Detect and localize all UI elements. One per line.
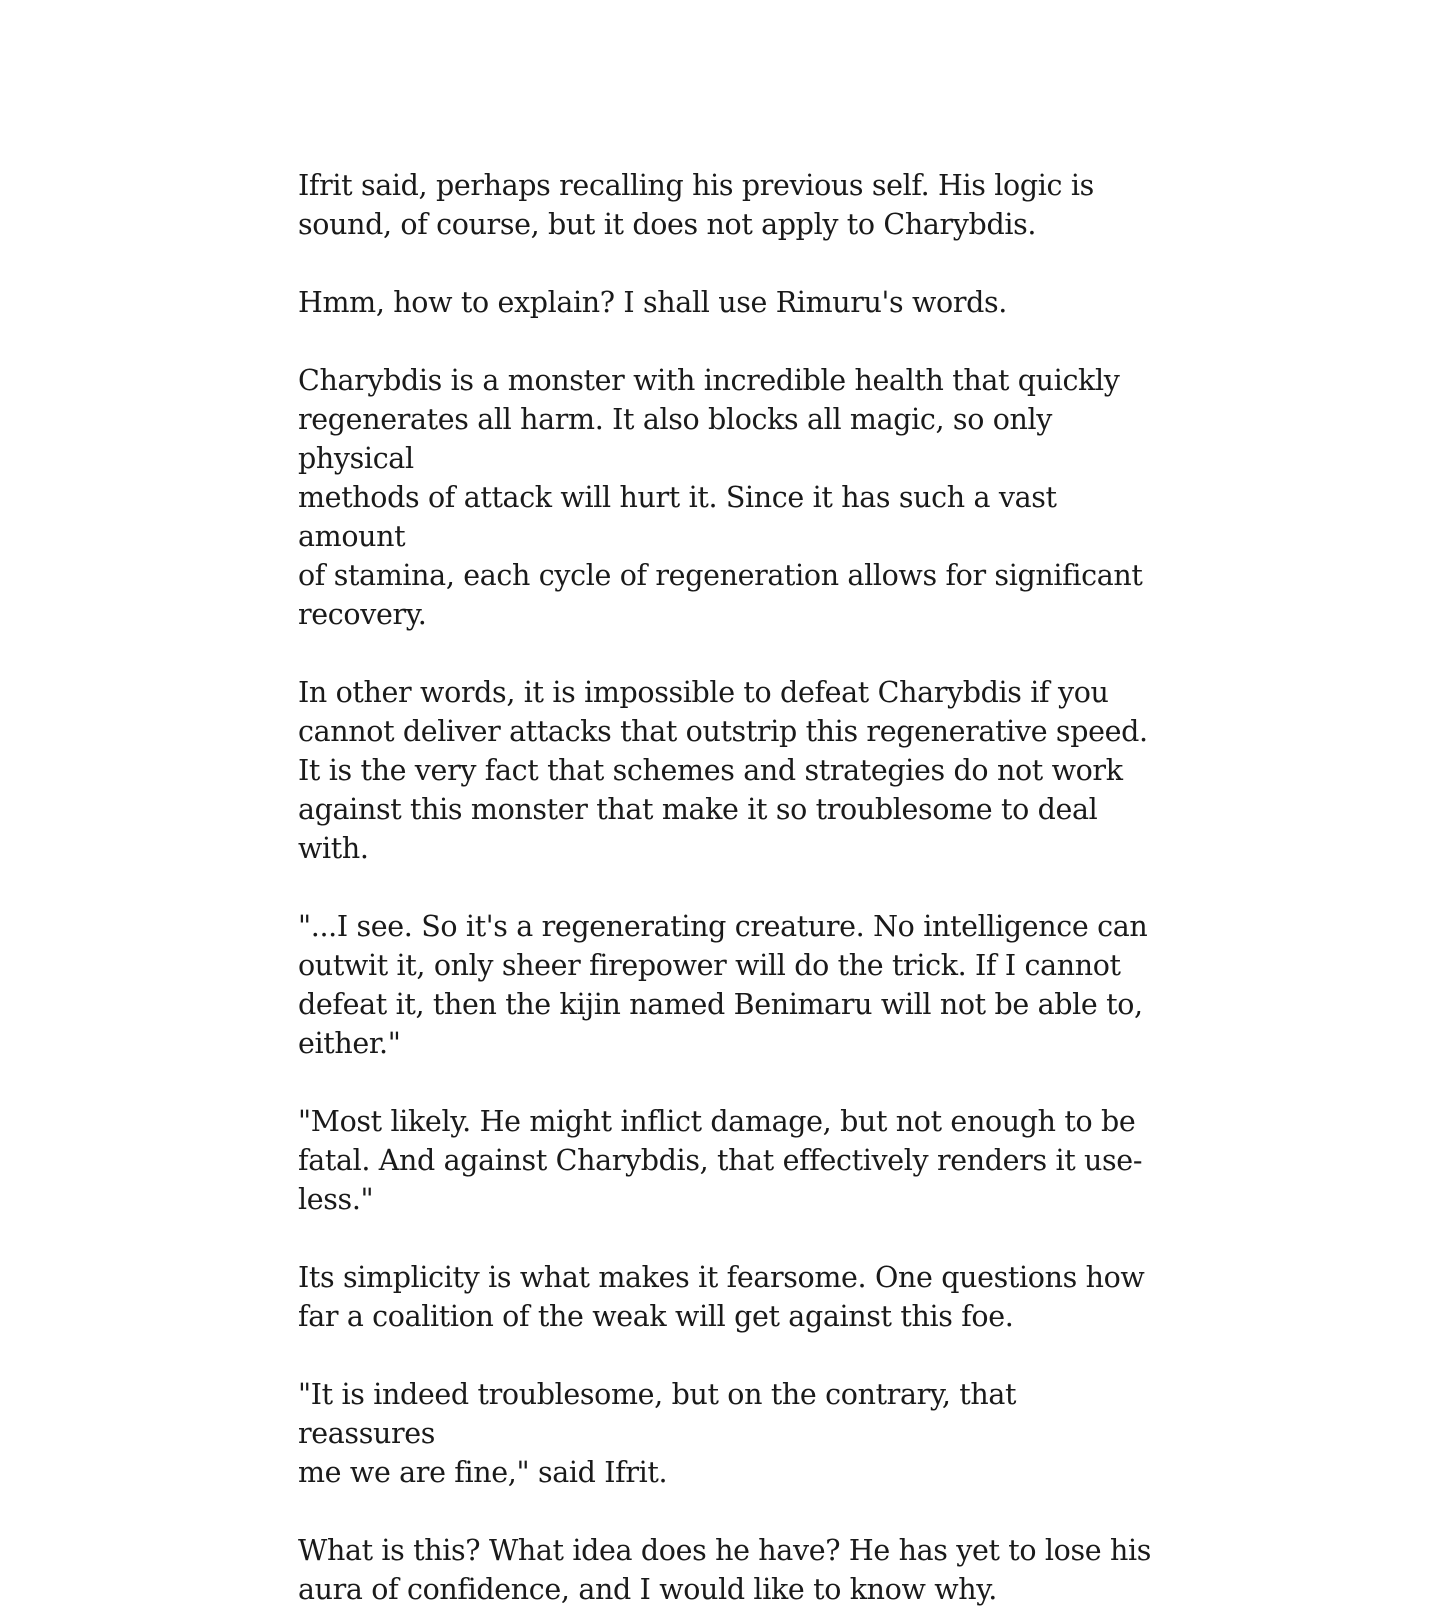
paragraph: Charybdis is a monster with incredible health that quickly regenerates all harm. It also blocks all magic, so only physical methods of attack will hurt it. Since it has such a vast amount of stamina, each cycle of regeneration allows for significant recovery.	[298, 364, 1143, 631]
paragraph: In other words, it is impossible to defeat Charybdis if you cannot deliver attacks that outstrip this regenerative speed. It is the very fact that schemes and strategies do not work against this monster that make it so troublesome to deal with.	[298, 676, 1148, 865]
paragraph: Ifrit said, perhaps recalling his previous self. His logic is sound, of course, but it does not apply to Charybdis.	[298, 169, 1094, 241]
paragraph: What is this? What idea does he have? He has yet to lose his aura of confidence, and I would like to know why.	[298, 1534, 1152, 1606]
paragraph: "It is indeed troublesome, but on the contrary, that reassures me we are fine," said Ifrit.	[298, 1378, 1017, 1489]
paragraph: "Most likely. He might inflict damage, but not enough to be fatal. And against Charybdis, that effectively renders it use- less."	[298, 1105, 1143, 1216]
paragraph: Its simplicity is what makes it fearsome. One questions how far a coalition of the weak will get against this foe.	[298, 1261, 1145, 1333]
paragraph: Hmm, how to explain? I shall use Rimuru's words.	[298, 286, 1008, 319]
page-text	[298, 166, 1158, 1609]
paragraph: "...I see. So it's a regenerating creature. No intelligence can outwit it, only sheer firepower will do the trick. If I cannot defeat it, then the kijin named Benimaru will not be able to, either."	[298, 910, 1148, 1060]
